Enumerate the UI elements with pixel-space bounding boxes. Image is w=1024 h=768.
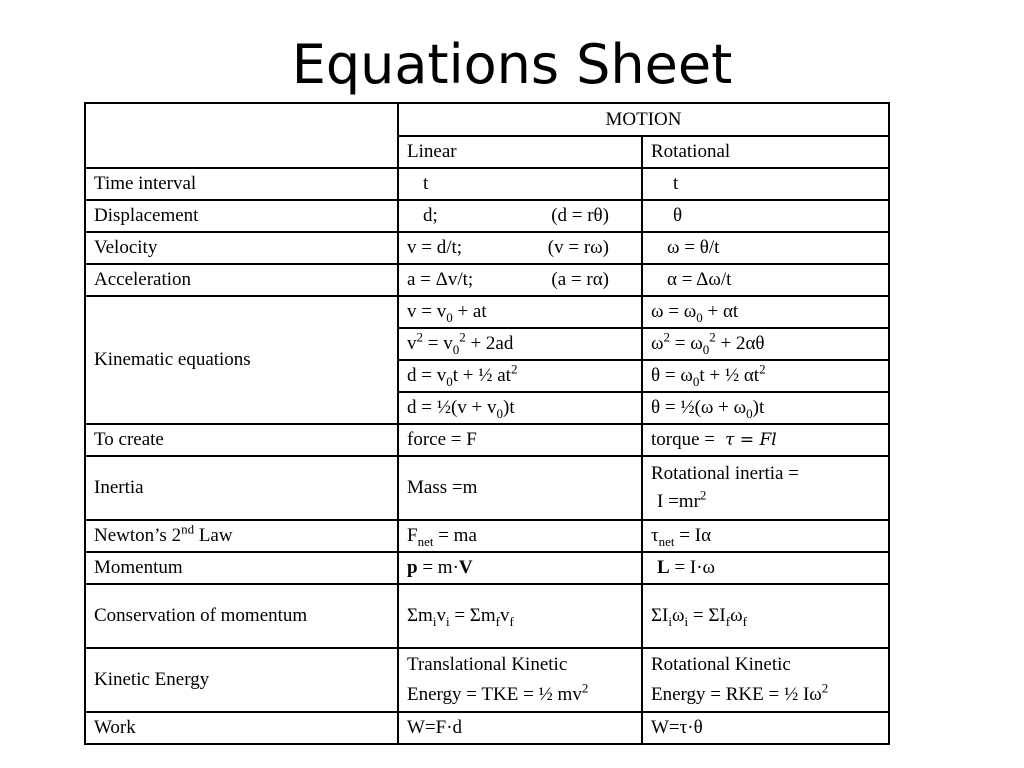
table-row (85, 264, 889, 296)
rke-line2: Energy = RKE = ½ $I\omega^2$ (651, 680, 829, 705)
row-label: Velocity (85, 232, 398, 264)
rotational-cell: L = I·ω (642, 552, 889, 584)
equations-table (84, 102, 890, 745)
linear-cell: t (398, 168, 642, 200)
torque-formula-image: τ = Fl (725, 430, 777, 450)
kinematic-linear-2: $v^2 = v_0^2 + 2ad$ (398, 328, 642, 360)
row-label: Work (85, 712, 398, 744)
linear-cell: $\Sigma m_iv_i = \Sigma m_fv_f$ (398, 584, 642, 648)
rotational-cell: t (642, 168, 889, 200)
linear-cell (398, 232, 642, 264)
row-label: Inertia (85, 456, 398, 520)
table-row (85, 584, 889, 648)
row-label: To create (85, 424, 398, 456)
row-label: Conservation of momentum (85, 584, 398, 648)
header-linear: Linear (398, 136, 642, 168)
row-label: Kinematic equations (85, 296, 398, 424)
rotational-cell (642, 424, 889, 456)
linear-cell: p = m·V (398, 552, 642, 584)
table-row (85, 424, 889, 456)
linear-note: (v = rω) (547, 237, 609, 258)
table-row (85, 232, 889, 264)
kinematic-rotational-4: θ = ½(ω + $\omega_0)t$ (642, 392, 889, 424)
linear-cell (398, 264, 642, 296)
rotational-inertia-line2: $I =mr^2$ (657, 487, 707, 512)
linear-expression: a = Δv/t; (407, 269, 474, 290)
linear-expression: d; (423, 205, 438, 226)
kinematic-rotational-1: $\omega = \omega_0 + \alpha t$ (642, 296, 889, 328)
kinematic-linear-3: $d = v_0t$ + ½ $at^2$ (398, 360, 642, 392)
row-label: Displacement (85, 200, 398, 232)
kinematic-linear-4: d = ½(v + $v_0)t$ (398, 392, 642, 424)
rotational-cell: ω = θ/t (642, 232, 889, 264)
rotational-cell (642, 456, 889, 520)
table-row (85, 712, 889, 744)
row-label: Momentum (85, 552, 398, 584)
header-motion: MOTION (398, 103, 889, 136)
page-title: Equations Sheet (291, 33, 733, 96)
linear-cell (398, 200, 642, 232)
kinematic-rotational-2: $\omega^2 = \omega_0^2 + 2\alpha\theta$ (642, 328, 889, 360)
rotational-cell: θ (642, 200, 889, 232)
header-rotational: Rotational (642, 136, 889, 168)
table-row (85, 520, 889, 552)
kinematic-rotational-3: $\theta = \omega_0t$ + ½ $\alpha t^2$ (642, 360, 889, 392)
kinematic-linear-1: $v = v_0$ + at (398, 296, 642, 328)
torque-label: torque = (651, 429, 716, 450)
rke-line1: Rotational Kinetic (651, 654, 791, 675)
row-label: Newton’s 2nd Law (85, 520, 398, 552)
rotational-cell: $\tau_{net} = I\alpha$ (642, 520, 889, 552)
linear-expression: v = d/t; (407, 237, 463, 258)
rotational-inertia-line1: Rotational inertia = (651, 463, 799, 484)
header-row-motion (85, 103, 889, 136)
linear-cell (398, 648, 642, 712)
linear-note: (d = rθ) (551, 205, 609, 226)
linear-cell: W=F·d (398, 712, 642, 744)
table-row (85, 296, 889, 328)
header-empty-cell (85, 103, 398, 168)
row-label: Kinetic Energy (85, 648, 398, 712)
linear-note: (a = rα) (551, 269, 609, 290)
rotational-cell: $\Sigma I_i\omega_i = \Sigma I_f\omega_f$ (642, 584, 889, 648)
table-row (85, 648, 889, 712)
linear-cell: $F_{net}$ = ma (398, 520, 642, 552)
rotational-cell (642, 648, 889, 712)
linear-cell: force = F (398, 424, 642, 456)
tke-line2: Energy = TKE = ½ $mv^2$ (407, 680, 589, 705)
table-row (85, 552, 889, 584)
table-row (85, 168, 889, 200)
row-label: Time interval (85, 168, 398, 200)
table-row (85, 200, 889, 232)
linear-cell: Mass =m (398, 456, 642, 520)
rotational-cell: α = Δω/t (642, 264, 889, 296)
rotational-cell: W=τ·θ (642, 712, 889, 744)
tke-line1: Translational Kinetic (407, 654, 568, 675)
row-label: Acceleration (85, 264, 398, 296)
table-row (85, 456, 889, 520)
